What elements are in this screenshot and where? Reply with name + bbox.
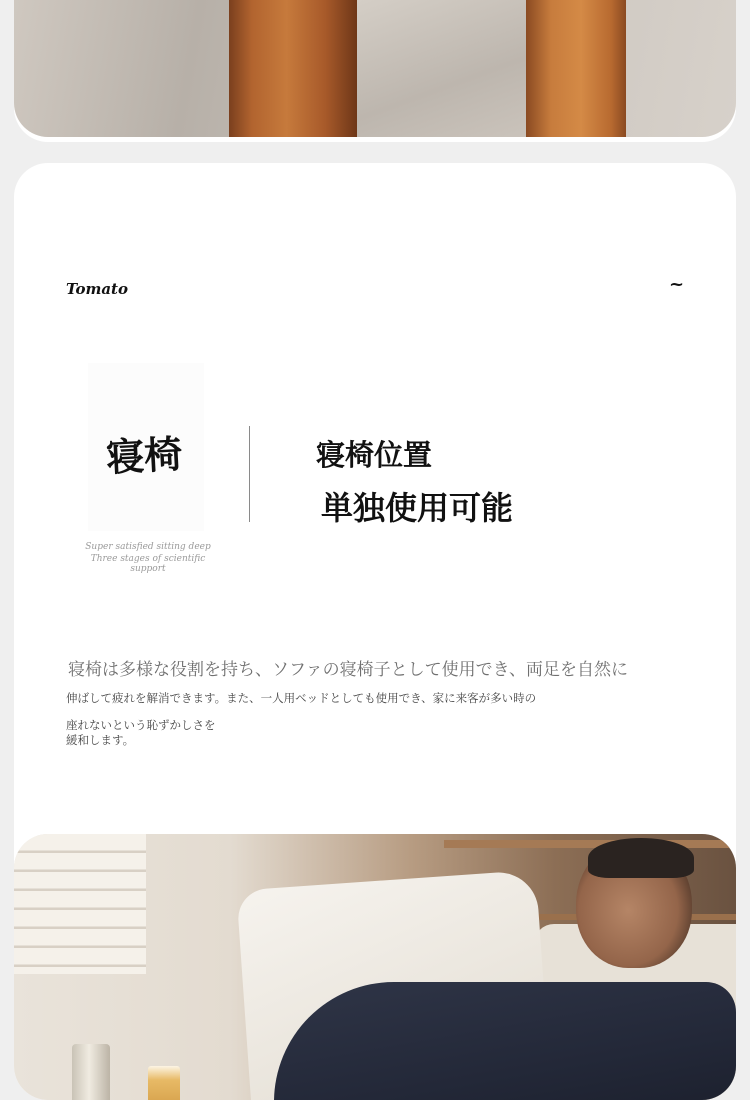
description-line-1: 伸ばして疲れを解消できます。また、一人用ベッドとしても使用でき、家に来客が多い時の bbox=[66, 691, 537, 705]
wooden-leg-right bbox=[526, 0, 626, 137]
person-body bbox=[274, 982, 736, 1100]
description-line-3: 緩和します。 bbox=[66, 733, 135, 747]
chair-legs-photo bbox=[14, 0, 736, 142]
description-line-2: 座れないという恥ずかしさを bbox=[66, 718, 216, 732]
description-lead: 寝椅は多様な役割を持ち、ソファの寝椅子として使用でき、両足を自然に bbox=[68, 660, 628, 680]
beer-can bbox=[72, 1044, 110, 1100]
wooden-leg-left bbox=[229, 0, 357, 137]
window-blinds bbox=[14, 834, 146, 974]
feature-subtitle-en-2: Three stages of scientific support bbox=[90, 554, 206, 574]
linen-cushion bbox=[357, 0, 526, 137]
wall-shelf bbox=[444, 840, 736, 848]
feature-card bbox=[14, 163, 736, 1100]
man-napping-on-sofa-photo bbox=[14, 834, 736, 1100]
feature-headline-1: 寝椅位置 bbox=[316, 438, 433, 472]
beer-glass bbox=[148, 1066, 180, 1100]
feature-headline-2: 単独使用可能 bbox=[321, 489, 514, 527]
tilde-ornament: ~ bbox=[669, 274, 685, 295]
divider bbox=[249, 426, 250, 522]
brand-logo: Tomato bbox=[66, 280, 128, 298]
feature-keyword: 寝椅 bbox=[105, 432, 184, 480]
feature-subtitle-en-1: Super satisfied sitting deep bbox=[85, 542, 211, 552]
person-hair bbox=[588, 838, 694, 878]
